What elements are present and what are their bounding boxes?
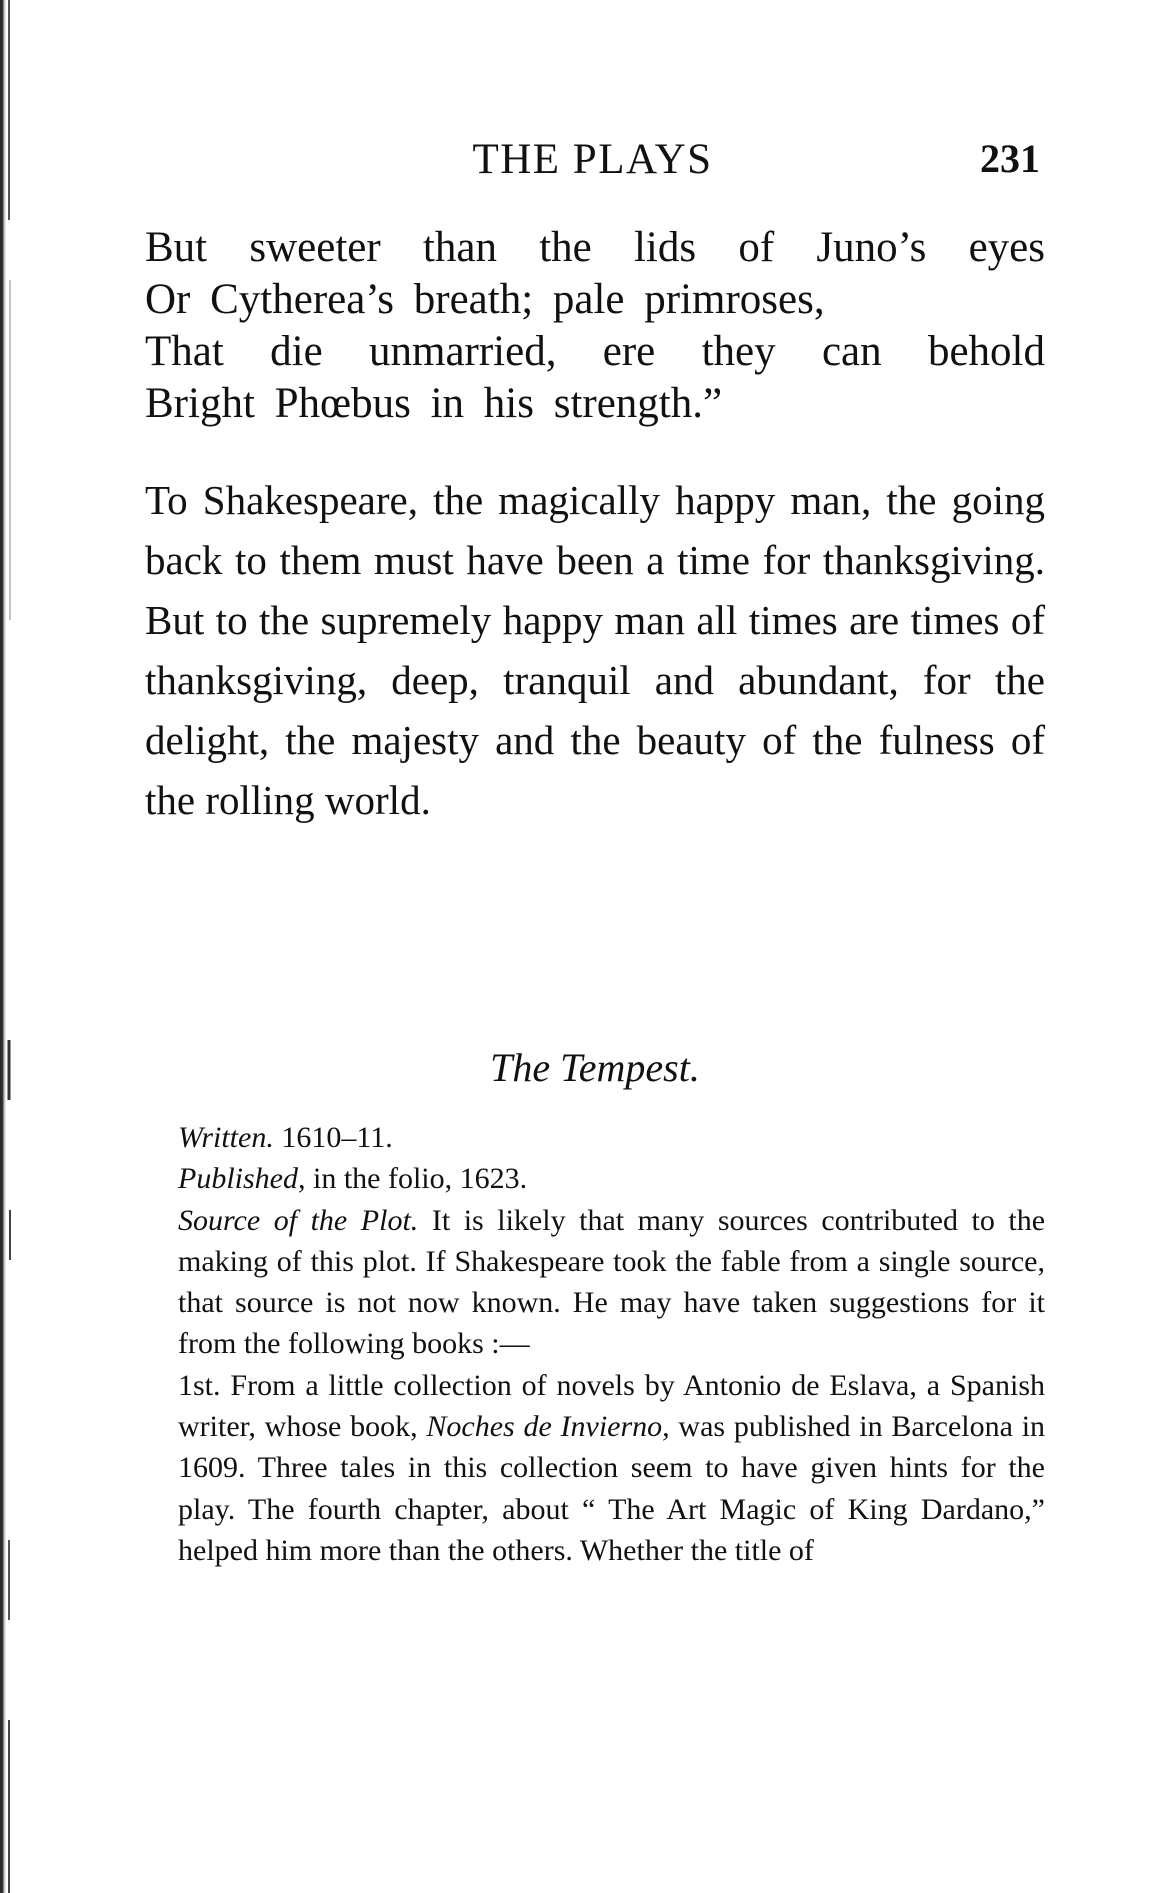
first-source-continued: was published in Barcelona in 1609. Three tales in this collection seem to have given hints for the play. The fourth chapter, about “ The Art Magic of King Dardano,” helped him more than the others. Whether the title of: [178, 1410, 1046, 1567]
running-title: THE PLAYS: [472, 136, 713, 183]
source-label: Source of the Plot.: [178, 1203, 419, 1237]
prose-paragraph: To Shakespeare, the magically happy man, the going back to them must have been a time for thanksgiving. But to the supremely happy man all times are times of thanksgiving, deep, tranquil and abundant, for the delight, the majesty and the beauty of the fulness of the rolling world.: [145, 477, 1045, 823]
verse-quotation: [145, 222, 1045, 430]
running-head: [145, 135, 1040, 185]
source-text: It is likely that many sources contributed to the making of this plot. If Shakespeare took the fable from a single source, that source is not now known. He may have taken suggestions for it from the following books :—: [178, 1203, 1046, 1361]
play-notes: [148, 1117, 1045, 1571]
written-note: [148, 1117, 1045, 1158]
verse-line: Bright Phœbus in his strength.”: [145, 380, 723, 427]
written-label: Written.: [178, 1121, 274, 1154]
written-value: 1610–11.: [281, 1121, 393, 1154]
first-source-text: 1st. From a little collection of novels by Antonio de Eslava, a Spanish writer, whose book,: [178, 1368, 1045, 1444]
binding-marks: [6, 0, 20, 1893]
published-value: in the folio, 1623.: [313, 1162, 528, 1196]
verse-line: That die unmarried, ere they can behold: [145, 328, 1045, 375]
published-note: [148, 1158, 1045, 1199]
published-label: Published,: [178, 1162, 306, 1196]
verse-line: Or Cytherea’s breath; pale primroses,: [145, 276, 825, 323]
source-note: [148, 1200, 1045, 1365]
first-source-note: [148, 1365, 1045, 1571]
book-title: Noches de Invierno,: [426, 1410, 670, 1444]
section-title: The Tempest.: [490, 1045, 700, 1090]
verse-line: But sweeter than the lids of Juno’s eyes: [145, 224, 1045, 271]
page-number: 231: [980, 136, 1040, 181]
